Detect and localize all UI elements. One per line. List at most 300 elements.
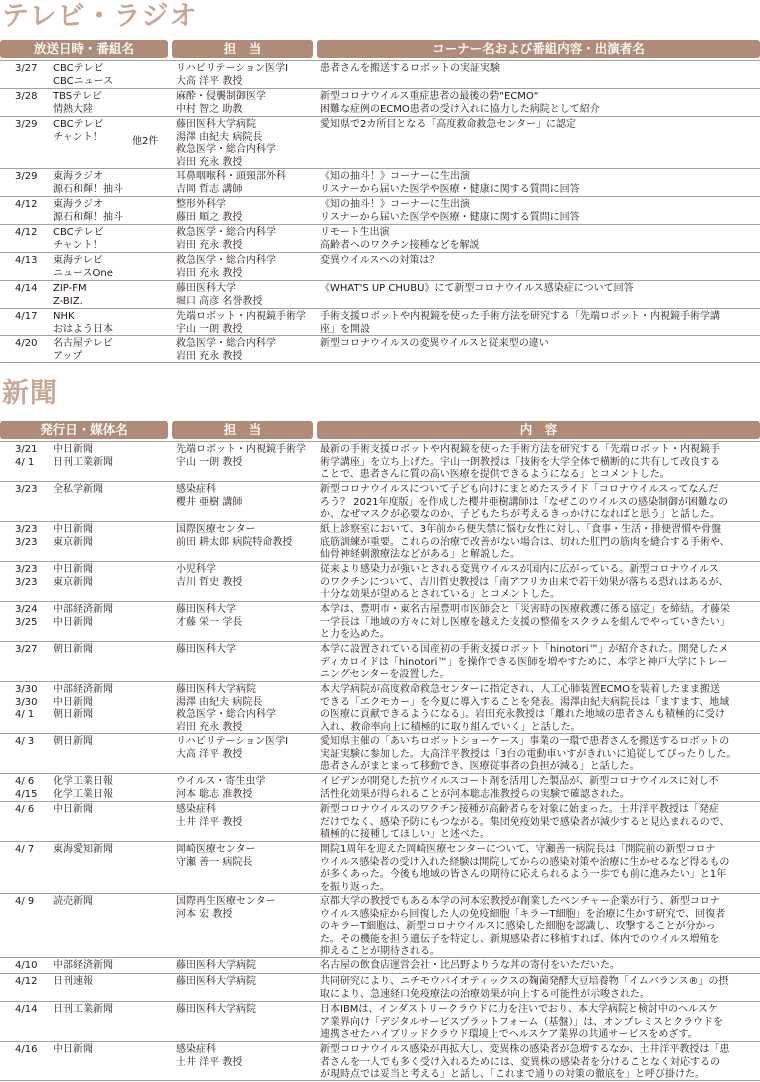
np-date-line: 3/23 (15, 576, 38, 588)
tv-row (0, 88, 760, 116)
tv-content-cell (320, 63, 756, 76)
np-content-cell (320, 844, 756, 894)
tv-tanto-line: 大高 洋平 教授 (176, 75, 243, 87)
tv-tanto-cell (176, 311, 314, 336)
tv-tanto-line: 救急医学・総合内科学 (176, 338, 276, 349)
np-media-line: 中部経済新聞 (53, 960, 113, 971)
tv-media-cell (53, 91, 169, 116)
np-date-cell (15, 960, 53, 973)
np-media-cell (53, 564, 169, 589)
tv-media-line: NHK (53, 311, 75, 322)
tv-media-line: チャント！ (53, 239, 103, 251)
np-tanto-cell (176, 736, 314, 761)
np-media-cell (53, 1044, 169, 1057)
np-content-cell (320, 564, 756, 602)
np-content-cell (320, 960, 756, 973)
tv-date-cell (15, 338, 53, 351)
np-content-cell (320, 484, 756, 522)
tv-media-line: 源石和輝！抽斗 (53, 211, 123, 223)
np-content-line: ア業界向け「デジタルサービスプラットフォーム（基盤）」は、オンプレミスとクラウドを (320, 1016, 723, 1028)
np-date-line: 3/30 (15, 684, 38, 695)
np-row (0, 893, 760, 957)
np-tanto-line: 宇山 一朗 教授 (176, 456, 243, 468)
np-content-line: 仙骨神経刺激療法などがある」と解説した。 (320, 549, 520, 560)
np-content-cell (320, 684, 756, 734)
np-date-line: 3/21 (15, 444, 38, 455)
np-media-cell (53, 644, 169, 657)
np-date-line: 4/ 9 (15, 896, 35, 907)
np-tanto-line: 櫻井 亜樹 講師 (176, 496, 243, 508)
np-media-cell (53, 1004, 169, 1017)
np-content-line: 実証実験に参加した。大高洋平教授は「3台の電動車いすがきれいに追従してぴったりした。 (320, 748, 737, 760)
np-media-line: 中日新聞 (53, 1044, 93, 1055)
np-tanto-line: 小児科学 (176, 564, 216, 575)
tv-media-line: 情熱大陸 (53, 103, 93, 115)
np-media-line: 全私学新聞 (53, 484, 103, 495)
np-content-line: た。その機能を担う遺伝子を特定し、新規感染者に移植すれば、体内でのウイルス増殖を (320, 933, 720, 945)
tv-content-line: 《WHAT'S UP CHUBU》にて新型コロナウイルス感染症について回答 (320, 283, 634, 294)
tv-tanto-line: 湯澤 由紀夫 病院長 (176, 131, 263, 143)
np-content-line: 患者さんがまとまって移動でき、医療従事者の負担が減る」と話した。 (320, 761, 640, 772)
np-media-line: 化学工業日報 (53, 788, 113, 800)
np-content-line: 従来より感染力が強いとされる変異ウイルスが国内に広がっている。新型コロナウイルス (320, 564, 719, 575)
np-date-cell (15, 736, 53, 749)
np-media-cell (53, 736, 169, 749)
tv-tanto-line: 麻酔・侵襲制御医学 (176, 91, 266, 102)
np-content-line: 者さんを一人でも多く受け入れるためには、変異株の感染者を分けることなく対応するの (320, 1056, 720, 1068)
np-content-line: 最新の手術支援ロボットや内視鏡を使った手術方法を研究する「先端ロボット・内視鏡手 (320, 444, 720, 455)
tv-date-cell (15, 255, 53, 268)
np-tanto-line: 岡崎医療センター (176, 844, 256, 855)
np-media-line: 中部経済新聞 (53, 604, 113, 615)
np-tanto-cell (176, 484, 314, 509)
np-date-line: 4/ 7 (15, 844, 35, 855)
np-content-line: ディカロイドは「hinotori™」を操作できる医師を増やすために、本学と神戸大学にトレー (320, 656, 728, 668)
np-content-line: ウイルス感染症から回復した人の免疫細胞「キラーT細胞」を治療に生かす研究で、回復者 (320, 908, 726, 920)
tv-media-line: チャント！ (53, 131, 103, 143)
np-content-line: を振り返った。 (320, 881, 390, 893)
tv-tanto-line: 救急医学・総合内科学 (176, 227, 276, 238)
np-content-line: 入れ、救命率向上に積極的に取り組んでいく」と話した。 (320, 721, 581, 733)
np-tanto-line: 湯澤 由紀夫 病院長 (176, 696, 263, 708)
tv-date-line: 3/27 (15, 63, 38, 74)
tv-media-line: おはよう日本 (53, 323, 113, 335)
np-content-line: 抑えることが期待される。 (320, 946, 440, 957)
np-tanto-cell (176, 776, 314, 801)
tv-row (0, 335, 760, 363)
np-tanto-cell (176, 524, 314, 549)
tv-header-content: コーナー名および番組内容・出演者名 (317, 40, 760, 58)
tv-date-line: 3/29 (15, 171, 38, 182)
np-date-cell (15, 524, 53, 549)
np-media-line: 中日新聞 (53, 616, 93, 628)
np-tanto-line: 大高 洋平 教授 (176, 748, 243, 760)
np-row (0, 957, 760, 973)
np-date-line: 4/ 1 (15, 709, 35, 720)
np-media-cell (53, 484, 169, 497)
tv-content-line: 手術支援ロボットや内視鏡を使った手術方法を研究する「先端ロボット・内視鏡手術学講 (320, 311, 720, 322)
np-content-line: だけでなく、感染予防にもつながる。集団免疫効果で感染者が減少すると見込まれるので、 (320, 816, 730, 828)
np-row (0, 773, 760, 801)
np-date-line: 4/10 (15, 960, 38, 971)
tv-tanto-cell (176, 171, 314, 196)
np-tanto-line: 国際医療センター (176, 524, 256, 535)
np-content-line: のワクチンについて、吉川哲史教授は「南アフリカ由来で若干効果が落ちる恐れはあるが、 (320, 576, 729, 588)
tv-date-line: 4/12 (15, 227, 38, 238)
np-date-cell (15, 484, 53, 497)
np-header-tanto: 担 当 (172, 421, 313, 439)
np-content-line: 新型コロナウイルスのワクチン接種が高齢者らを対象に始まった。土井洋平教授は「発症 (320, 804, 719, 815)
np-content-line: イビデンが開発した抗ウイルスコート剤を活用した製品が、新型コロナウイルスに対し不 (320, 776, 719, 787)
np-media-cell (53, 960, 169, 973)
np-media-line: 化学工業日報 (53, 776, 113, 787)
np-tanto-line: 藤田医科大学病院 (176, 976, 256, 987)
np-date-cell (15, 684, 53, 722)
np-media-line: 中日新聞 (53, 804, 93, 815)
np-row (0, 841, 760, 893)
np-content-line: と力を込めた。 (320, 629, 390, 640)
np-content-line: 本学は、豊明市・東名古屋豊明市医師会と「災害時の医療救護に係る協定」を締結。才藤栄 (320, 604, 730, 615)
np-media-line: 朝日新聞 (53, 709, 93, 720)
tv-content-line: リモート生出演 (320, 227, 390, 238)
np-date-line: 3/24 (15, 604, 38, 615)
np-content-line: ろう？ 2021年度版」を作成した櫻井亜樹講師は「なぜこのウイルスの感染制御が困難なの (320, 496, 729, 508)
np-tanto-line: 感染症科 (176, 804, 216, 815)
np-content-line: 新型コロナウイルスについて子ども向けにまとめたスライド「コロナウイルスってなんだ (320, 484, 719, 495)
np-media-line: 中日新聞 (53, 444, 93, 455)
np-header-date-media: 発行日・媒体名 (0, 421, 168, 439)
np-content-cell (320, 976, 756, 1001)
np-row (0, 801, 760, 841)
tv-media-cell (53, 63, 169, 88)
tv-other-count: 他2件 (132, 135, 159, 147)
np-date-cell (15, 564, 53, 589)
tv-date-cell (15, 91, 53, 104)
tv-date-line: 4/12 (15, 199, 38, 210)
tv-media-line: CBCテレビ (53, 63, 104, 74)
np-media-line: 朝日新聞 (53, 644, 93, 655)
tv-media-line: 源石和輝！抽斗 (53, 183, 123, 195)
np-row (0, 521, 760, 561)
np-content-line: 積極的に接種してほしい」と述べた。 (320, 829, 490, 840)
tv-tanto-line: 岩田 充永 教授 (176, 156, 243, 168)
tv-media-line: CBCテレビ (53, 227, 104, 238)
tv-tanto-line: 堀口 高彦 名誉教授 (176, 295, 263, 307)
np-content-cell (320, 736, 756, 774)
np-media-line: 日刊工業新聞 (53, 1004, 113, 1015)
np-content-line: 京都大学の教授でもある本学の河本宏教授が創業したベンチャー企業が行う、新型コロナ (320, 896, 720, 907)
tv-date-line: 3/28 (15, 91, 38, 102)
tv-tanto-cell (176, 283, 314, 308)
np-content-line: 紙上診察室において、3年前から便失禁に悩む女性に対し、「食事・生活・排便習慣や骨盤 (320, 524, 722, 535)
tv-tanto-line: 藤田医科大学 (176, 283, 236, 294)
tv-date-cell (15, 171, 53, 184)
np-media-line: 東海愛知新聞 (53, 844, 113, 855)
tv-content-cell (320, 227, 756, 252)
np-tanto-line: 藤田医科大学病院 (176, 960, 256, 971)
tv-tanto-line: 岩田 充永 教授 (176, 239, 243, 251)
np-media-line: 中部経済新聞 (53, 684, 113, 695)
np-date-cell (15, 604, 53, 629)
tv-tanto-line: 中村 智之 助教 (176, 103, 243, 115)
np-media-cell (53, 524, 169, 549)
np-tanto-line: 藤田医科大学 (176, 604, 236, 615)
np-date-line: 4/ 6 (15, 776, 35, 787)
np-content-line: ことで、患者さんに質の高い医療を提供できるようになる」とコメントした。 (320, 469, 670, 480)
np-content-cell (320, 604, 756, 642)
tv-date-line: 4/20 (15, 338, 38, 349)
np-content-line: 取により、急速経口免疫療法の治療効果が向上する可能性が示唆された。 (320, 988, 650, 1000)
np-content-line: 本学に設置されている国産初の手術支援ロボット「hinotori™」が紹介された。開発したメ (320, 644, 729, 655)
np-media-cell (53, 604, 169, 629)
np-content-line: ニングセンターを設置した。 (320, 669, 450, 680)
tv-media-cell (53, 171, 169, 196)
np-date-line: 3/23 (15, 524, 38, 535)
np-row (0, 441, 760, 481)
tv-content-cell (320, 255, 756, 268)
tv-date-line: 4/17 (15, 311, 38, 322)
np-content-line: 名古屋の飲食店運営会社・比呂野よりうな丼の寄付をいただいた。 (320, 960, 620, 971)
np-tanto-line: 藤田医科大学 (176, 644, 236, 655)
np-date-cell (15, 976, 53, 989)
tv-media-cell (53, 199, 169, 224)
np-content-cell (320, 524, 756, 562)
np-date-line: 4/15 (15, 788, 38, 800)
np-date-line: 4/12 (15, 976, 38, 987)
np-media-line: 中日新聞 (53, 696, 93, 708)
np-media-line: 東京新聞 (53, 536, 93, 548)
np-date-cell (15, 644, 53, 657)
np-media-line: 日刊速報 (53, 976, 93, 987)
np-row (0, 733, 760, 773)
tv-content-cell (320, 171, 756, 196)
np-date-line: 3/23 (15, 484, 38, 495)
np-content-line: ウイルス感染者の受け入れた経験は開院してからの感染対策や治療に生かせるなど得るもの (320, 856, 730, 868)
np-date-line: 4/ 1 (15, 456, 35, 468)
np-tanto-cell (176, 976, 314, 989)
tv-content-cell (320, 119, 756, 132)
tv-media-line: 東海ラジオ (53, 199, 103, 210)
np-date-cell (15, 444, 53, 469)
np-date-cell (15, 804, 53, 817)
tv-media-cell (53, 283, 169, 308)
np-row (0, 1001, 760, 1041)
np-tanto-cell (176, 1004, 314, 1017)
tv-row (0, 60, 760, 88)
tv-date-line: 4/13 (15, 255, 38, 266)
np-content-line: 十分な効果が望めるとされている」とコメントした。 (320, 589, 560, 600)
np-content-cell (320, 444, 756, 482)
np-content-line: 共同研究により、ニチモウバイオティックスの麹菌発酵大豆培養物「イムバランス®」の摂 (320, 976, 729, 987)
np-tanto-line: 河本 聡志 准教授 (176, 788, 253, 800)
tv-content-cell (320, 283, 756, 296)
np-content-line: 本大学病院が高度救命救急センターに指定され、人工心肺装置ECMOを装着したまま搬送 (320, 684, 720, 695)
tv-date-line: 4/14 (15, 283, 38, 294)
tv-tanto-cell (176, 199, 314, 224)
np-date-line: 4/ 6 (15, 804, 35, 815)
tv-media-line: CBCニュース (53, 75, 114, 87)
np-date-line: 4/16 (15, 1044, 38, 1055)
tv-date-cell (15, 119, 53, 132)
np-tanto-line: 藤田医科大学病院 (176, 684, 256, 695)
np-content-line: か、なぜマスクが必要なのか、子どもたちが考えるきっかけになればと思う」と話した。 (320, 509, 720, 520)
np-tanto-line: 感染症科 (176, 1044, 216, 1055)
np-content-line: のキラーT細胞は、新型コロナウイルスに感染した細胞を認識し、攻撃することが分かっ (320, 921, 716, 932)
np-content-line: の医療に貢献できるようになる」。岩田充永教授は「離れた地域の患者さんも積極的に受け (320, 709, 725, 720)
np-media-line: 読売新聞 (53, 896, 93, 907)
np-tanto-line: 河本 宏 教授 (176, 908, 233, 920)
np-row (0, 561, 760, 601)
tv-date-cell (15, 311, 53, 324)
np-tanto-line: 先端ロボット・内視鏡手術学 (176, 444, 306, 455)
np-date-line: 3/27 (15, 644, 38, 655)
tv-media-cell (53, 227, 169, 252)
tv-content-line: 困難な症例のECMO患者の受け入れに協力した病院として紹介 (320, 103, 600, 115)
np-content-line: 活性化効果が得られることが河本聡志准教授らの実験で確認された。 (320, 788, 630, 800)
tv-tanto-line: 耳鼻咽喉科・頭頸部外科 (176, 171, 286, 182)
tv-tanto-line: 宇山 一朗 教授 (176, 323, 243, 335)
np-content-line: できる「エクモカー」を今夏に導入することを発表。湯澤由紀夫病院長は「ますます、地域 (320, 696, 730, 708)
tv-row (0, 116, 760, 168)
np-tanto-line: 藤田医科大学病院 (176, 1004, 256, 1015)
tv-media-line: Z-BIZ. (53, 295, 83, 307)
np-tanto-cell (176, 844, 314, 869)
tv-media-line: 名古屋テレビ (53, 338, 113, 349)
np-content-line: 愛知県主催の「あいちロボットショーケース」事業の一環で患者さんを搬送するロボットの (320, 736, 730, 747)
tv-row (0, 280, 760, 308)
tv-media-line: 東海テレビ (53, 255, 103, 266)
tv-content-line: リスナーから届いた医学や医療・健康に関する質問に回答 (320, 183, 580, 195)
tv-date-cell (15, 227, 53, 240)
np-tanto-line: 吉川 哲史 教授 (176, 576, 243, 588)
tv-date-cell (15, 283, 53, 296)
tv-tanto-line: 先端ロボット・内視鏡手術学 (176, 311, 306, 322)
np-tanto-cell (176, 644, 314, 657)
np-tanto-line: 守瀬 善一 病院長 (176, 856, 253, 868)
np-tanto-line: 前田 耕太郎 病院特命教授 (176, 536, 293, 548)
tv-header-date-program: 放送日時・番組名 (0, 40, 168, 58)
tv-tanto-line: 救急医学・総合内科学 (176, 144, 276, 155)
tv-content-line: 新型コロナウイルス重症患者の最後の砦"ECMO" (320, 91, 539, 102)
tv-tanto-line: 吉岡 哲志 講師 (176, 183, 243, 195)
np-media-cell (53, 844, 169, 857)
tv-tanto-line: 整形外科学 (176, 199, 226, 210)
np-tanto-cell (176, 684, 314, 734)
tv-media-cell (53, 311, 169, 336)
np-content-line: 底筋訓練が重要。これらの治療で改善がない場合は、切れた肛門の筋肉を縫合する手術や、 (320, 536, 730, 548)
tv-tanto-cell (176, 91, 314, 116)
np-header-content: 内 容 (317, 421, 760, 439)
tv-content-line: 患者さんを搬送するロボットの実証実験 (320, 63, 500, 74)
np-date-cell (15, 1004, 53, 1017)
tv-date-line: 3/29 (15, 119, 38, 130)
tv-tanto-line: 岩田 充永 教授 (176, 267, 243, 279)
tv-content-line: 高齢者へのワクチン接種などを解説 (320, 239, 480, 251)
np-content-cell (320, 776, 756, 801)
np-content-line: 日本IBMは、インダストリークラウドに力を注いでおり、本大学病院と検討中のヘルスケ (320, 1004, 718, 1015)
np-row (0, 481, 760, 521)
tv-media-line: CBCテレビ (53, 119, 104, 130)
tv-tanto-line: リハビリテーション医学Ⅰ (176, 63, 289, 74)
np-date-cell (15, 896, 53, 909)
np-date-cell (15, 776, 53, 801)
tv-tanto-cell (176, 227, 314, 252)
tv-media-line: 東海ラジオ (53, 171, 103, 182)
np-row (0, 601, 760, 641)
np-content-cell (320, 1044, 756, 1082)
tv-content-line: 愛知県で2カ所目となる「高度救命救急センター」に認定 (320, 119, 576, 130)
tv-tanto-line: 救急医学・総合内科学 (176, 255, 276, 266)
np-content-line: 術学講座」を立ち上げた。宇山一朗教授は「技術を大学全体で横断的に共有して改良する (320, 456, 720, 468)
tv-content-cell (320, 91, 756, 116)
np-content-line: 一学長は「地域の方々に対し医療を越えた支援の整備をスクラムを組んでやっていきたい」 (320, 616, 730, 628)
np-date-line: 3/30 (15, 696, 38, 708)
tv-date-cell (15, 199, 53, 212)
tv-row (0, 308, 760, 335)
np-date-line: 3/23 (15, 536, 38, 548)
tv-row (0, 224, 760, 252)
tv-content-cell (320, 338, 756, 351)
np-row (0, 1041, 760, 1081)
tv-media-line: アップ (53, 350, 83, 362)
tv-header-tanto: 担 当 (172, 40, 313, 58)
np-content-cell (320, 1004, 756, 1042)
tv-tanto-line: 藤田医科大学病院 (176, 119, 256, 130)
np-tanto-cell (176, 1044, 314, 1069)
np-tanto-cell (176, 804, 314, 829)
tv-content-cell (320, 311, 756, 336)
np-tanto-cell (176, 960, 314, 973)
np-date-cell (15, 844, 53, 857)
np-media-cell (53, 444, 169, 469)
np-content-cell (320, 804, 756, 842)
np-content-line: 新型コロナウイルス感染が再拡大し、変異株の感染者が急増するなか、土井洋平教授は「患 (320, 1044, 730, 1055)
np-content-cell (320, 644, 756, 682)
np-content-line: が現時点では妥当と考える」と話し、「これまで通りの対策の徹底を」と呼び掛けた。 (320, 1069, 705, 1080)
tv-media-line: TBSテレビ (53, 91, 102, 102)
np-row (0, 681, 760, 733)
tv-tanto-line: 岩田 充永 教授 (176, 350, 243, 362)
tv-tanto-line: 藤田 順之 教授 (176, 211, 243, 223)
np-tanto-line: 感染症科 (176, 484, 216, 495)
np-tanto-cell (176, 896, 314, 921)
np-content-cell (320, 896, 756, 959)
np-tanto-line: 救急医学・総合内科学 (176, 709, 276, 720)
tv-content-line: 座」を開設 (320, 323, 370, 335)
np-tanto-cell (176, 604, 314, 629)
tv-tanto-cell (176, 338, 314, 363)
np-date-line: 3/25 (15, 616, 38, 628)
tv-content-line: 《知の抽斗！》コーナーに生出演 (320, 171, 470, 182)
np-tanto-line: 土井 洋平 教授 (176, 816, 243, 828)
tv-media-cell (53, 255, 169, 280)
np-media-line: 中日新聞 (53, 564, 93, 575)
np-tanto-line: 岩田 充永 教授 (176, 721, 243, 733)
np-media-line: 中日新聞 (53, 524, 93, 535)
np-tanto-line: 土井 洋平 教授 (176, 1056, 243, 1068)
tv-content-line: 新型コロナウイルスの変異ウイルスと従来型の違い (320, 338, 549, 349)
np-date-line: 4/14 (15, 1004, 38, 1015)
tv-tanto-cell (176, 119, 314, 169)
np-media-cell (53, 896, 169, 909)
tv-tanto-cell (176, 63, 314, 88)
np-media-cell (53, 776, 169, 801)
np-tanto-line: 才藤 栄一 学長 (176, 616, 243, 628)
np-date-line: 3/23 (15, 564, 38, 575)
tv-row (0, 252, 760, 280)
np-tanto-line: リハビリテーション医学Ⅰ (176, 736, 289, 747)
tv-content-line: 変異ウイルスへの対策は？ (320, 255, 440, 266)
